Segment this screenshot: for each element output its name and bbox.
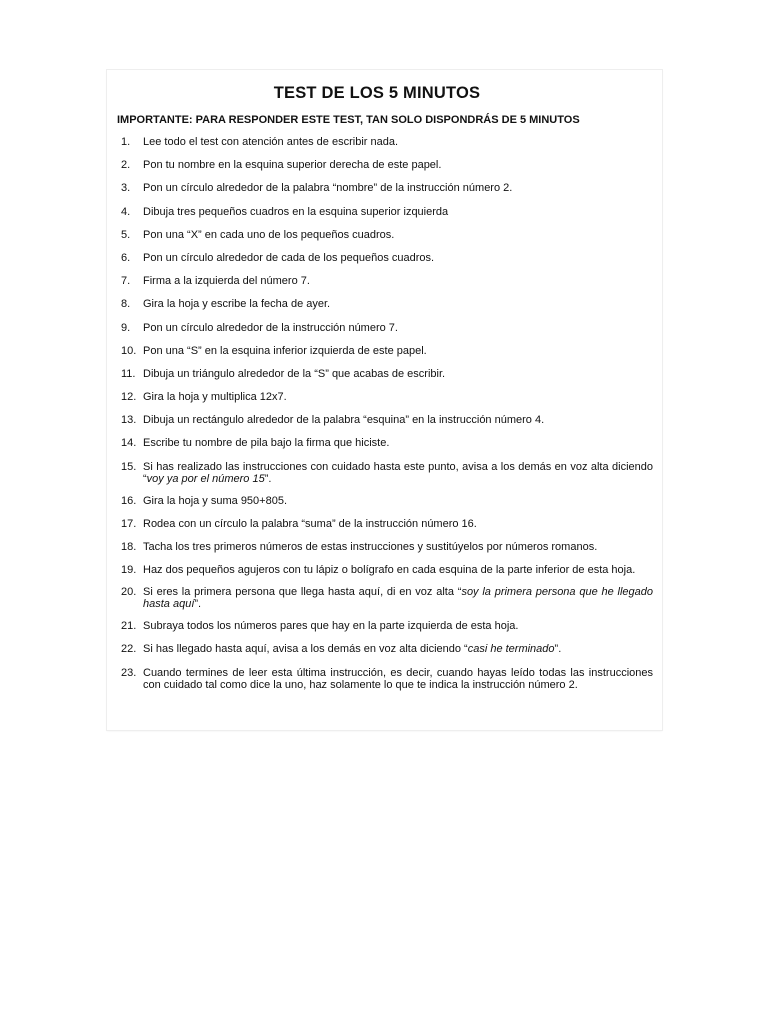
- instruction-item: [121, 391, 653, 403]
- instruction-text-part: Lee todo el test con atención antes de escribir nada.: [143, 136, 399, 148]
- instruction-text-part: Pon una “X” en cada uno de los pequeños cuadros.: [143, 228, 395, 241]
- instruction-item: [121, 643, 653, 655]
- instruction-number: 12.: [121, 391, 137, 404]
- instruction-number: 16.: [121, 494, 137, 507]
- instruction-item: [121, 368, 653, 380]
- instruction-text-part: Gira la hoja y escribe la fecha de ayer.: [143, 298, 331, 311]
- instruction-text: [143, 206, 653, 218]
- instruction-text-part: Firma a la izquierda del número 7.: [143, 275, 310, 288]
- instruction-number: 22.: [121, 643, 137, 656]
- instruction-number: 2.: [121, 159, 131, 172]
- instruction-number: 10.: [121, 344, 137, 357]
- instruction-item: [121, 159, 653, 171]
- instruction-item: [121, 437, 653, 449]
- instruction-text: [143, 586, 653, 610]
- instruction-number: 8.: [121, 298, 131, 311]
- document-page: [107, 70, 662, 730]
- instruction-text: [143, 368, 653, 380]
- instruction-text: [143, 461, 653, 485]
- instruction-text: [143, 541, 653, 553]
- instruction-text-part: ”.: [264, 472, 272, 485]
- instruction-text: [143, 437, 653, 449]
- instruction-number: 9.: [121, 321, 131, 334]
- instruction-number: 23.: [121, 666, 137, 679]
- instruction-item: [121, 345, 653, 357]
- instruction-text: [143, 298, 653, 310]
- instruction-text-italic: casi he terminado: [467, 643, 555, 656]
- instruction-item: [121, 275, 653, 287]
- instruction-item: [121, 206, 653, 218]
- instruction-item: [121, 620, 653, 632]
- instruction-text-part: Pon tu nombre en la esquina superior derecha de este papel.: [143, 159, 442, 172]
- instruction-text: [143, 391, 653, 403]
- instruction-text-part: Pon un círculo alrededor de la instrucción número 7.: [143, 321, 398, 334]
- instruction-number: 4.: [121, 205, 131, 218]
- instruction-text-part: Rodea con un círculo la palabra “suma” de la instrucción número 16.: [143, 517, 477, 530]
- instruction-text-part: Si has realizado las instrucciones con cuidado hasta este punto, avisa a los demás en voz alta diciendo “: [143, 460, 653, 485]
- instruction-text: [143, 495, 653, 507]
- instruction-number: 17.: [121, 517, 137, 530]
- instruction-list: [121, 136, 653, 691]
- instruction-text: [143, 182, 653, 194]
- instruction-text-italic: soy la primera persona que he llegado hasta aquí: [143, 586, 654, 611]
- instruction-number: 1.: [121, 136, 131, 148]
- instruction-item: [121, 136, 653, 148]
- instruction-number: 20.: [121, 586, 137, 599]
- instruction-text: [143, 252, 653, 264]
- instruction-item: [121, 667, 653, 691]
- instruction-text-part: Pon una “S” en la esquina inferior izquierda de este papel.: [143, 344, 427, 357]
- instruction-item: [121, 541, 653, 553]
- instruction-number: 18.: [121, 541, 137, 553]
- instruction-text-part: Gira la hoja y multiplica 12x7.: [143, 391, 287, 404]
- instruction-number: 21.: [121, 620, 137, 633]
- document-subtitle: IMPORTANTE: PARA RESPONDER ESTE TEST, TAN SOLO DISPONDRÁS DE 5 MINUTOS: [117, 114, 580, 126]
- instruction-text-part: Haz dos pequeños agujeros con tu lápiz o bolígrafo en cada esquina de la parte inferior de esta hoja.: [143, 564, 636, 577]
- instruction-text-part: Escribe tu nombre de pila bajo la firma que hiciste.: [143, 437, 390, 450]
- instruction-text-part: Si eres la primera persona que llega hasta aquí, di en voz alta “: [143, 586, 462, 599]
- instruction-text-part: Dibuja un rectángulo alrededor de la palabra “esquina” en la instrucción número 4.: [143, 414, 545, 427]
- instruction-text: [143, 275, 653, 287]
- instruction-item: [121, 298, 653, 310]
- instruction-number: 5.: [121, 228, 131, 241]
- instruction-number: 11.: [121, 367, 136, 380]
- instruction-item: [121, 518, 653, 530]
- instruction-text-italic: voy ya por el número 15: [146, 472, 265, 485]
- instruction-text: [143, 518, 653, 530]
- instruction-text: [143, 345, 653, 357]
- instruction-text: [143, 564, 653, 576]
- instruction-item: [121, 182, 653, 194]
- instruction-text: [143, 414, 653, 426]
- instruction-number: 3.: [121, 182, 131, 195]
- instruction-item: [121, 414, 653, 426]
- instruction-text-part: ”.: [554, 643, 562, 656]
- instruction-text: [143, 136, 653, 148]
- instruction-number: 14.: [121, 437, 137, 450]
- instruction-text: [143, 159, 653, 171]
- instruction-item: [121, 564, 653, 576]
- document-title: TEST DE LOS 5 MINUTOS: [273, 84, 481, 102]
- instruction-text-part: Gira la hoja y suma 950+805.: [143, 494, 288, 507]
- instruction-item: [121, 229, 653, 241]
- instruction-number: 13.: [121, 414, 137, 427]
- instruction-number: 19.: [121, 564, 137, 577]
- instruction-text: [143, 667, 653, 691]
- instruction-text: [143, 322, 653, 334]
- instruction-text-part: Subraya todos los números pares que hay en la parte izquierda de esta hoja.: [143, 620, 519, 633]
- instruction-number: 15.: [121, 460, 137, 473]
- instruction-text-part: ”.: [194, 598, 202, 611]
- instruction-number: 6.: [121, 251, 131, 264]
- instruction-item: [121, 461, 653, 485]
- instruction-text-part: Dibuja tres pequeños cuadros en la esquina superior izquierda: [143, 205, 449, 218]
- instruction-text-part: Tacha los tres primeros números de estas instrucciones y sustitúyelos por números romanos.: [143, 541, 598, 553]
- instruction-text-part: Pon un círculo alrededor de cada de los pequeños cuadros.: [143, 251, 435, 264]
- instruction-item: [121, 586, 653, 610]
- instruction-text: [143, 643, 653, 655]
- instruction-number: 7.: [121, 275, 131, 288]
- instruction-text-part: Pon un círculo alrededor de la palabra “nombre” de la instrucción número 2.: [143, 182, 513, 195]
- instruction-text: [143, 620, 653, 632]
- instruction-item: [121, 322, 653, 334]
- instruction-item: [121, 495, 653, 507]
- instruction-text-part: Dibuja un triángulo alrededor de la “S” que acabas de escribir.: [143, 367, 446, 380]
- instruction-text-part: Cuando termines de leer esta última instrucción, es decir, cuando hayas leído todas las instrucciones con cuidado tal como dice la uno, haz solamente lo que te indica la instrucción número 2.: [143, 666, 653, 691]
- instruction-item: [121, 252, 653, 264]
- instruction-text-part: Si has llegado hasta aquí, avisa a los demás en voz alta diciendo “: [143, 643, 468, 656]
- instruction-text: [143, 229, 653, 241]
